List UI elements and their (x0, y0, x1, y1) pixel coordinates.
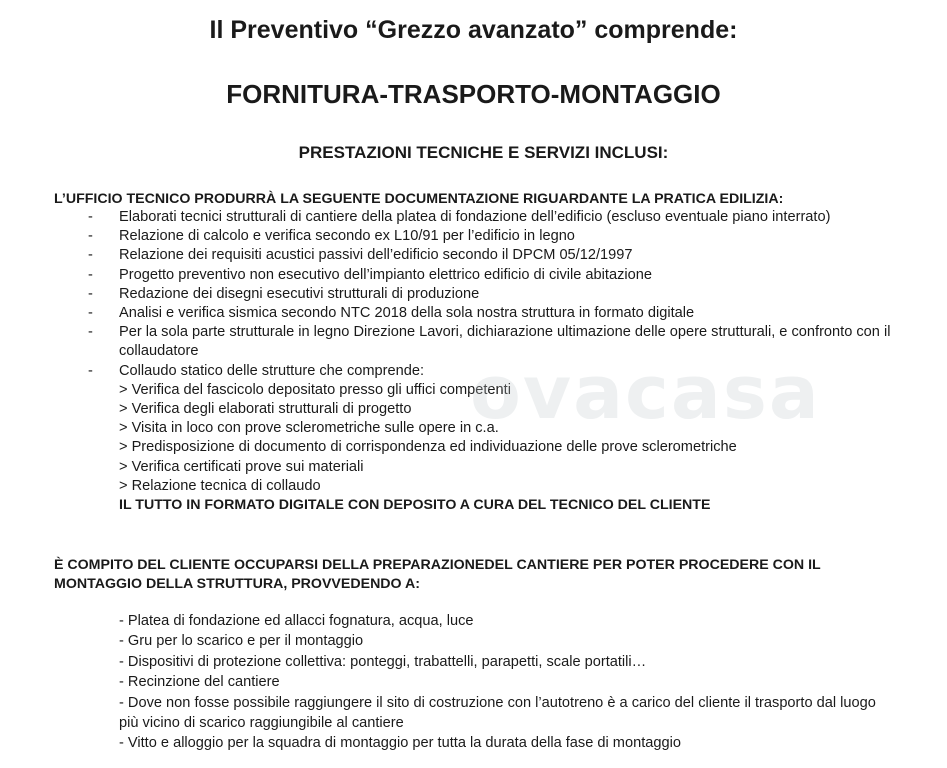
list-item (0, 246, 947, 265)
sub-list-item: > Relazione tecnica di collaudo (119, 477, 321, 494)
list-item: - Dispositivi di protezione collettiva: ponteggi, trabattelli, parapetti, scale portatili… (119, 653, 647, 670)
list-bullet: - (88, 266, 93, 283)
list-item-static-test (0, 362, 947, 516)
list-item-text: Collaudo statico delle strutture che comprende: (119, 362, 425, 379)
sub-list-item: > Verifica degli elaborati strutturali di progetto (119, 401, 412, 418)
main-title: Il Preventivo “Grezzo avanzato” comprende: (209, 16, 738, 44)
list-item: - Platea di fondazione ed allacci fognatura, acqua, luce (119, 613, 474, 629)
list-item-text: Redazione dei disegni esecutivi strutturali di produzione (119, 285, 480, 302)
list-bullet: - (88, 247, 93, 264)
list-item (0, 323, 947, 361)
list-item: - Dove non fosse possibile raggiungere il sito di costruzione con l’autotreno è a carico del cliente il trasporto dal luogo più vicino di scarico raggiungibile al cantiere (119, 694, 876, 732)
technical-office-heading: L’UFFICIO TECNICO PRODURRÀ LA SEGUENTE DOCUMENTAZIONE RIGUARDANTE LA PRATICA EDILIZIA: (54, 191, 784, 207)
list-item (0, 285, 947, 304)
sub-list-item: > Visita in loco con prove sclerometriche sulle opere in c.a. (119, 420, 499, 437)
list-item: - Gru per lo scarico e per il montaggio (119, 633, 364, 650)
watermark: ovacasa (470, 350, 821, 436)
sub-list-item: > Verifica del fascicolo depositato presso gli uffici competenti (119, 381, 511, 398)
services-title: PRESTAZIONI TECNICHE E SERVIZI INCLUSI: (298, 143, 669, 162)
list-bullet: - (88, 285, 93, 302)
list-bullet: - (88, 228, 93, 245)
list-item (0, 208, 947, 227)
list-item-text: Elaborati tecnici strutturali di cantiere della platea di fondazione dell’edificio (escluso eventuale piano interrato) (119, 209, 831, 225)
list-bullet: - (88, 305, 93, 322)
list-item-text: Analisi e verifica sismica secondo NTC 2018 della sola nostra struttura in formato digitale (119, 305, 695, 322)
technical-documentation-list (0, 208, 947, 515)
list-item-text: Relazione dei requisiti acustici passivi dell’edificio secondo il DPCM 05/12/1997 (119, 247, 633, 264)
list-bullet: - (88, 362, 93, 379)
list-item: - Vitto e alloggio per la squadra di montaggio per tutta la durata della fase di montaggio (119, 735, 681, 752)
list-item-text: Per la sola parte strutturale in legno Direzione Lavori, dichiarazione ultimazione delle opere strutturali, e confronto con il collaudatore (119, 324, 891, 360)
inspection-steps-list (119, 381, 907, 496)
list-item (0, 227, 947, 246)
digital-format-note: IL TUTTO IN FORMATO DIGITALE CON DEPOSITO A CURA DEL TECNICO DEL CLIENTE (119, 497, 711, 514)
client-duties-list (119, 611, 899, 754)
list-bullet: - (88, 324, 93, 341)
list-item-text: Relazione di calcolo e verifica secondo ex L10/91 per l’edificio in legno (119, 228, 575, 245)
list-item: - Recinzione del cantiere (119, 674, 280, 691)
list-item-text: Progetto preventivo non esecutivo dell’impianto elettrico edificio di civile abitazione (119, 266, 652, 283)
list-item (0, 266, 947, 285)
list-item (0, 304, 947, 323)
client-duties-heading: È COMPITO DEL CLIENTE OCCUPARSI DELLA PREPARAZIONEDEL CANTIERE PER POTER PROCEDERE CON IL MONTAGGIO DELLA STRUTTURA, PROVVEDENDO A: (54, 557, 821, 592)
sub-list-item: > Predisposizione di documento di corrispondenza ed individuazione delle prove sclerometriche (119, 439, 737, 456)
list-bullet: - (88, 209, 93, 225)
sub-list-item: > Verifica certificati prove sui materiali (119, 458, 364, 475)
scope-title: FORNITURA-TRASPORTO-MONTAGGIO (226, 79, 721, 109)
